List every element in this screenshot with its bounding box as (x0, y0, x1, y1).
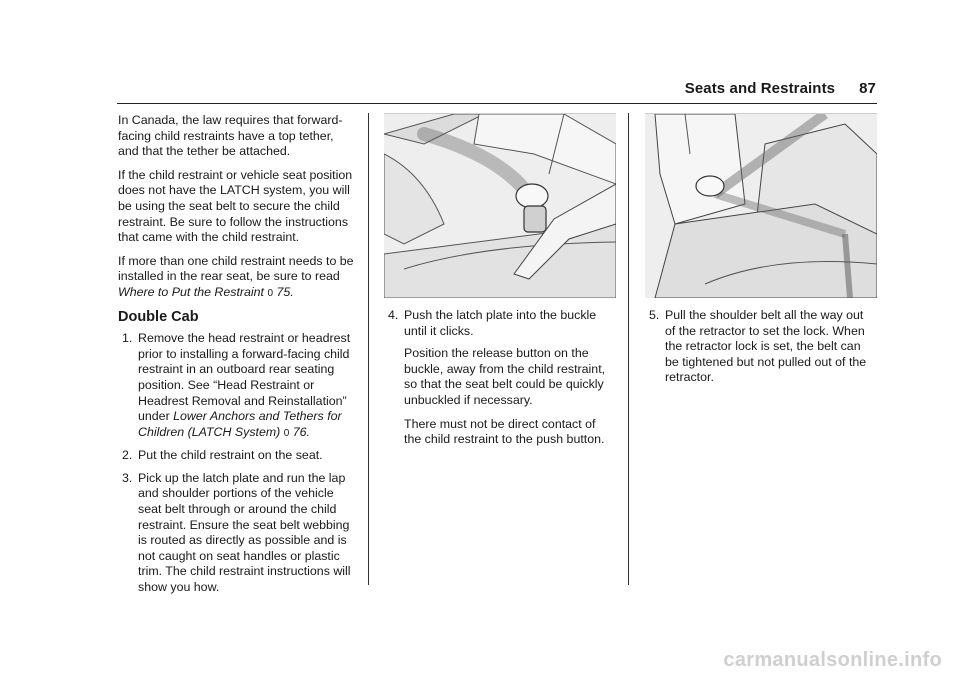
retractor-illustration (645, 113, 877, 298)
xref-page-76[interactable]: 76. (292, 424, 310, 439)
step-number: 3. (122, 470, 133, 485)
step-4-note-release: Position the release button on the buckle, away from the child restraint, so that the seat belt could be quickly unbuckled if necessary. (404, 346, 606, 407)
buckle-illustration (384, 113, 616, 298)
paragraph-no-latch: If the child restraint or vehicle seat position does not have the LATCH system, you will be using the seat belt to secure the child restraint. Be sure to follow the instructions that came with the child restraint. (118, 167, 353, 245)
xref-latch[interactable]: Lower Anchors and Tethers for Children (LATCH System) (138, 409, 342, 439)
watermark: carmanualsonline.info (723, 649, 942, 671)
page-ref-icon: 0 (267, 287, 274, 299)
paragraph-canada-law: In Canada, the law requires that forward-facing child restraints have a top tether, and that the tether be attached. (118, 113, 343, 159)
column-divider (628, 113, 629, 585)
step-text: Pull the shoulder belt all the way out of the retractor to set the lock. When the retractor lock is set, the belt can be tightened but not pulled out of the retractor. (665, 308, 867, 385)
step-1 (118, 331, 356, 441)
page-header (685, 80, 876, 97)
xref-where-to-put[interactable]: Where to Put the Restraint (118, 284, 265, 299)
step-4-note-contact: There must not be direct contact of the child restraint to the push button. (404, 416, 605, 447)
paragraph-more-than-one (118, 254, 356, 302)
step-text: Pick up the latch plate and run the lap and shoulder portions of the vehicle seat belt through or around the child restraint. Ensure the seat belt webbing is routed as directly as possible and is not caught on seat handles or plastic trim. The child restraint instructions will show you how. (138, 470, 351, 595)
paragraph-text: If more than one child restraint needs to be installed in the rear seat, be sure to read (118, 253, 354, 284)
step-number: 5. (649, 308, 660, 322)
section-title: Seats and Restraints (684, 80, 836, 97)
step-number: 2. (122, 448, 133, 463)
xref-page-75[interactable]: 75. (276, 284, 294, 299)
column-divider (368, 113, 369, 585)
step-text: Push the latch plate into the buckle until it clicks. (404, 308, 597, 338)
column-left (118, 113, 356, 603)
step-text (138, 331, 356, 441)
page-ref-icon: 0 (283, 427, 290, 439)
page-number: 87 (859, 80, 876, 97)
heading-double-cab: Double Cab (118, 308, 199, 325)
column-middle (384, 113, 616, 456)
step-3 (118, 471, 356, 596)
step-number: 1. (122, 331, 133, 346)
step-2 (118, 448, 356, 464)
step-text: Put the child restraint on the seat. (138, 448, 323, 463)
column-right (645, 113, 877, 393)
step-4 (384, 308, 616, 339)
header-rule (117, 103, 877, 104)
step-5 (645, 308, 877, 386)
step-number: 4. (388, 308, 399, 322)
step-1-text: Remove the head restraint or headrest prior to installing a forward-facing child restraint in an outboard rear seating position. See “Head Restraint or Headrest Removal and Reinstallation” under (138, 331, 351, 424)
